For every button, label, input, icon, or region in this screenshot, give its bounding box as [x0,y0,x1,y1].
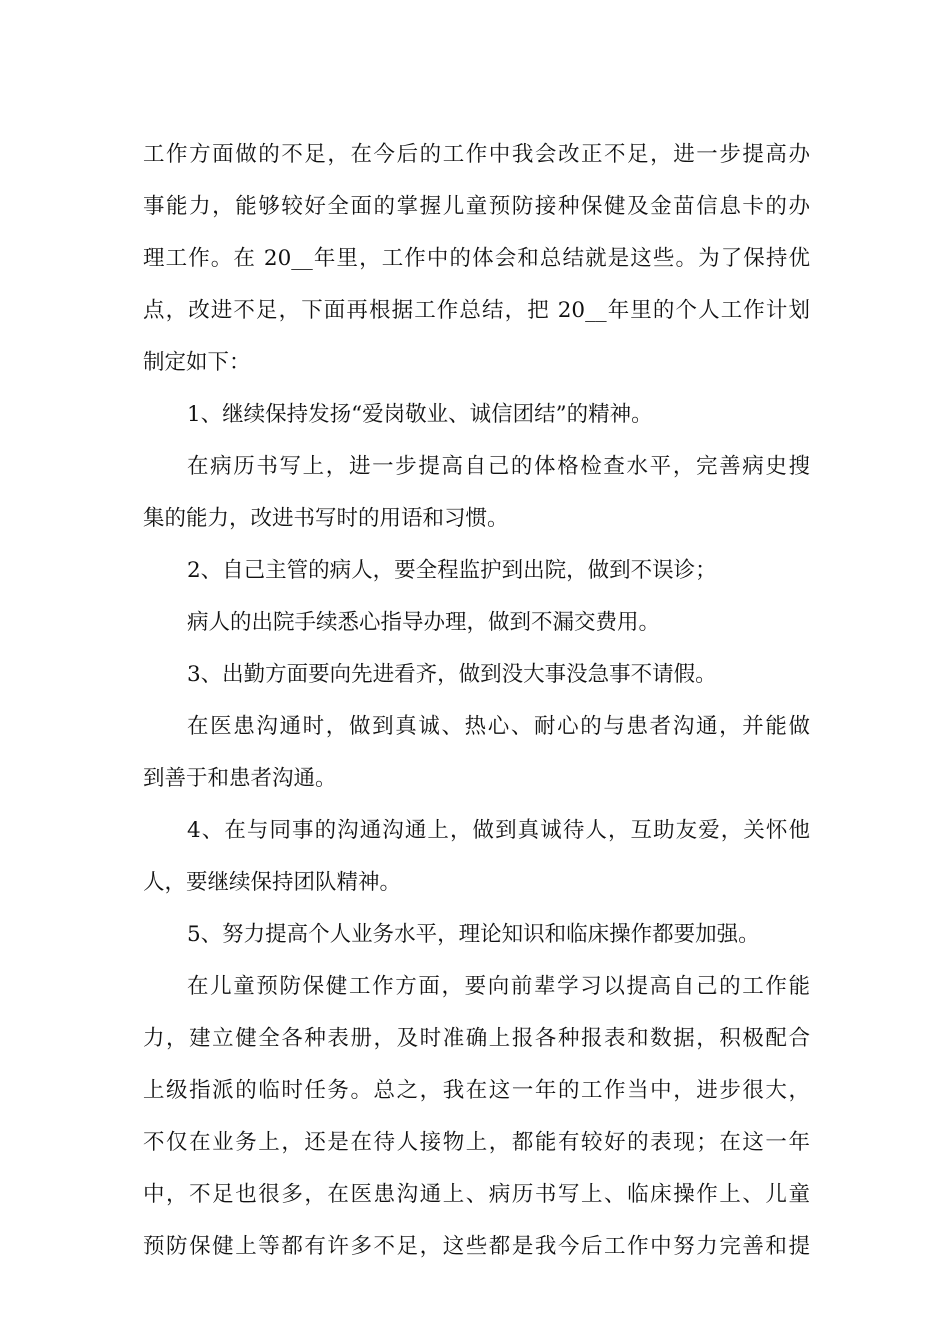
paragraph-line: 工作方面做的不足，在今后的工作中我会改正不足，进一步提高办 [143,142,810,167]
paragraph-line: 不仅在业务上，还是在待人接物上，都能有较好的表现；在这一年 [143,1130,810,1155]
list-item-2: 2、自己主管的病人，要全程监护到出院，做到不误诊； [187,558,717,583]
paragraph-line: 力，建立健全各种表册，及时准确上报各种报表和数据，积极配合 [143,1026,810,1051]
paragraph-line: 制定如下： [143,350,251,375]
paragraph-line: 集的能力，改进书写时的用语和习惯。 [143,506,509,531]
list-item-3: 3、出勤方面要向先进看齐，做到没大事没急事不请假。 [187,662,717,687]
paragraph-line: 到善于和患者沟通。 [143,766,337,791]
paragraph-line: 点，改进不足，下面再根据工作总结，把 20__年里的个人工作计划 [143,298,810,323]
list-item-4: 4、在与同事的沟通沟通上，做到真诚待人，互助友爱，关怀他 [187,818,810,843]
paragraph-line: 上级指派的临时任务。总之，我在这一年的工作当中，进步很大， [143,1078,810,1103]
paragraph-line: 理工作。在 20__年里，工作中的体会和总结就是这些。为了保持优 [143,246,810,271]
paragraph-line: 预防保健上等都有许多不足，这些都是我今后工作中努力完善和提 [143,1234,810,1259]
paragraph-line: 人，要继续保持团队精神。 [143,870,402,895]
list-item-5: 5、努力提高个人业务水平，理论知识和临床操作都要加强。 [187,922,760,947]
paragraph-line: 在儿童预防保健工作方面，要向前辈学习以提高自己的工作能 [187,974,810,999]
document-body [143,129,810,1273]
paragraph-line: 中，不足也很多，在医患沟通上、病历书写上、临床操作上、儿童 [143,1182,810,1207]
paragraph-line: 在医患沟通时，做到真诚、热心、耐心的与患者沟通，并能做 [187,714,810,739]
list-item-1: 1、继续保持发扬“爱岗敬业、诚信团结”的精神。 [187,402,653,427]
paragraph-line: 事能力，能够较好全面的掌握儿童预防接种保健及金苗信息卡的办 [143,194,810,219]
paragraph-line: 在病历书写上，进一步提高自己的体格检查水平，完善病史搜 [187,454,810,479]
paragraph-line: 病人的出院手续悉心指导办理，做到不漏交费用。 [187,610,661,635]
